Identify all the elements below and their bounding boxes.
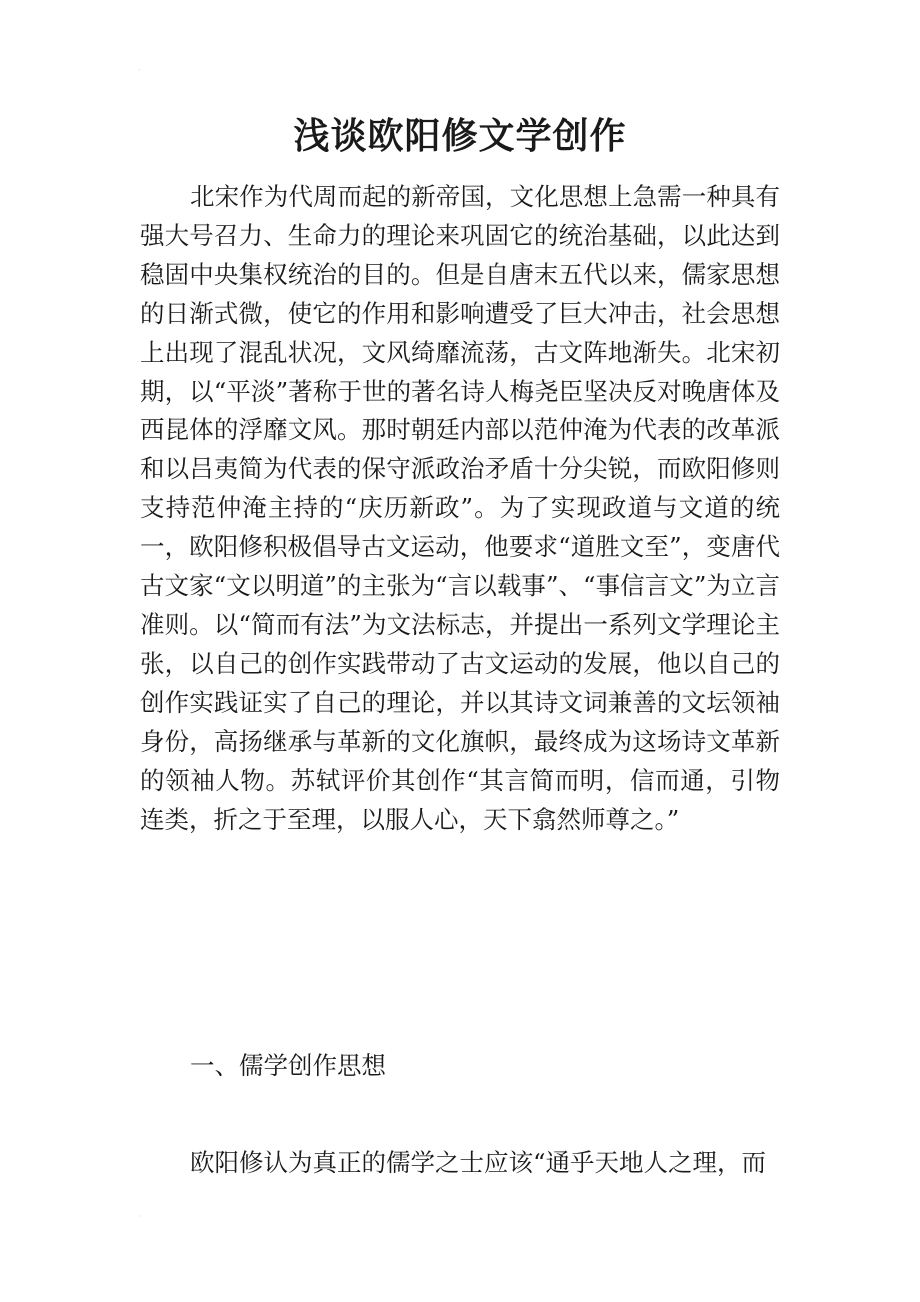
body-paragraph: 北宋作为代周而起的新帝国，文化思想上急需一种具有强大号召力、生命力的理论来巩固它的统治基础，以此达到稳固中央集权统治的目的。但是自唐末五代以来，儒家思想的日渐式微，使它的作用和影响遭受了巨大冲击，社会思想上出现了混乱状况，文风绮靡流荡，古文阵地渐失。北宋初期，以“平淡”著称于世的著名诗人梅尧臣坚决反对晚唐体及西昆体的浮靡文风。那时朝廷内部以范仲淹为代表的改革派和以吕夷简为代表的保守派政治矛盾十分尖锐，而欧阳修则支持范仲淹主持的“庆历新政”。为了实现政道与文道的统一，欧阳修积极倡导古文运动，他要求“道胜文至”，变唐代古文家“文以明道”的主张为“言以载事”、“事信言文”为立言准则。以“简而有法”为文法标志，并提出一系列文学理论主张，以自己的创作实践带动了古文运动的发展，他以自己的创作实践证实了自己的理论，并以其诗文词兼善的文坛领袖身份，高扬继承与革新的文化旗帜，最终成为这场诗文革新的领袖人物。苏轼评价其创作“其言简而明，信而通，引物连类，折之于至理，以服人心，天下翕然师尊之。” <box>140 182 780 834</box>
document-title: 浅谈欧阳修文学创作 <box>293 115 627 157</box>
section-heading: 一、儒学创作思想 <box>190 1051 386 1080</box>
body-paragraph: 欧阳修认为真正的儒学之士应该“通乎天地人之理，而 <box>190 1148 767 1177</box>
scan-mark: · <box>138 1212 141 1221</box>
scan-mark: · <box>138 66 141 75</box>
